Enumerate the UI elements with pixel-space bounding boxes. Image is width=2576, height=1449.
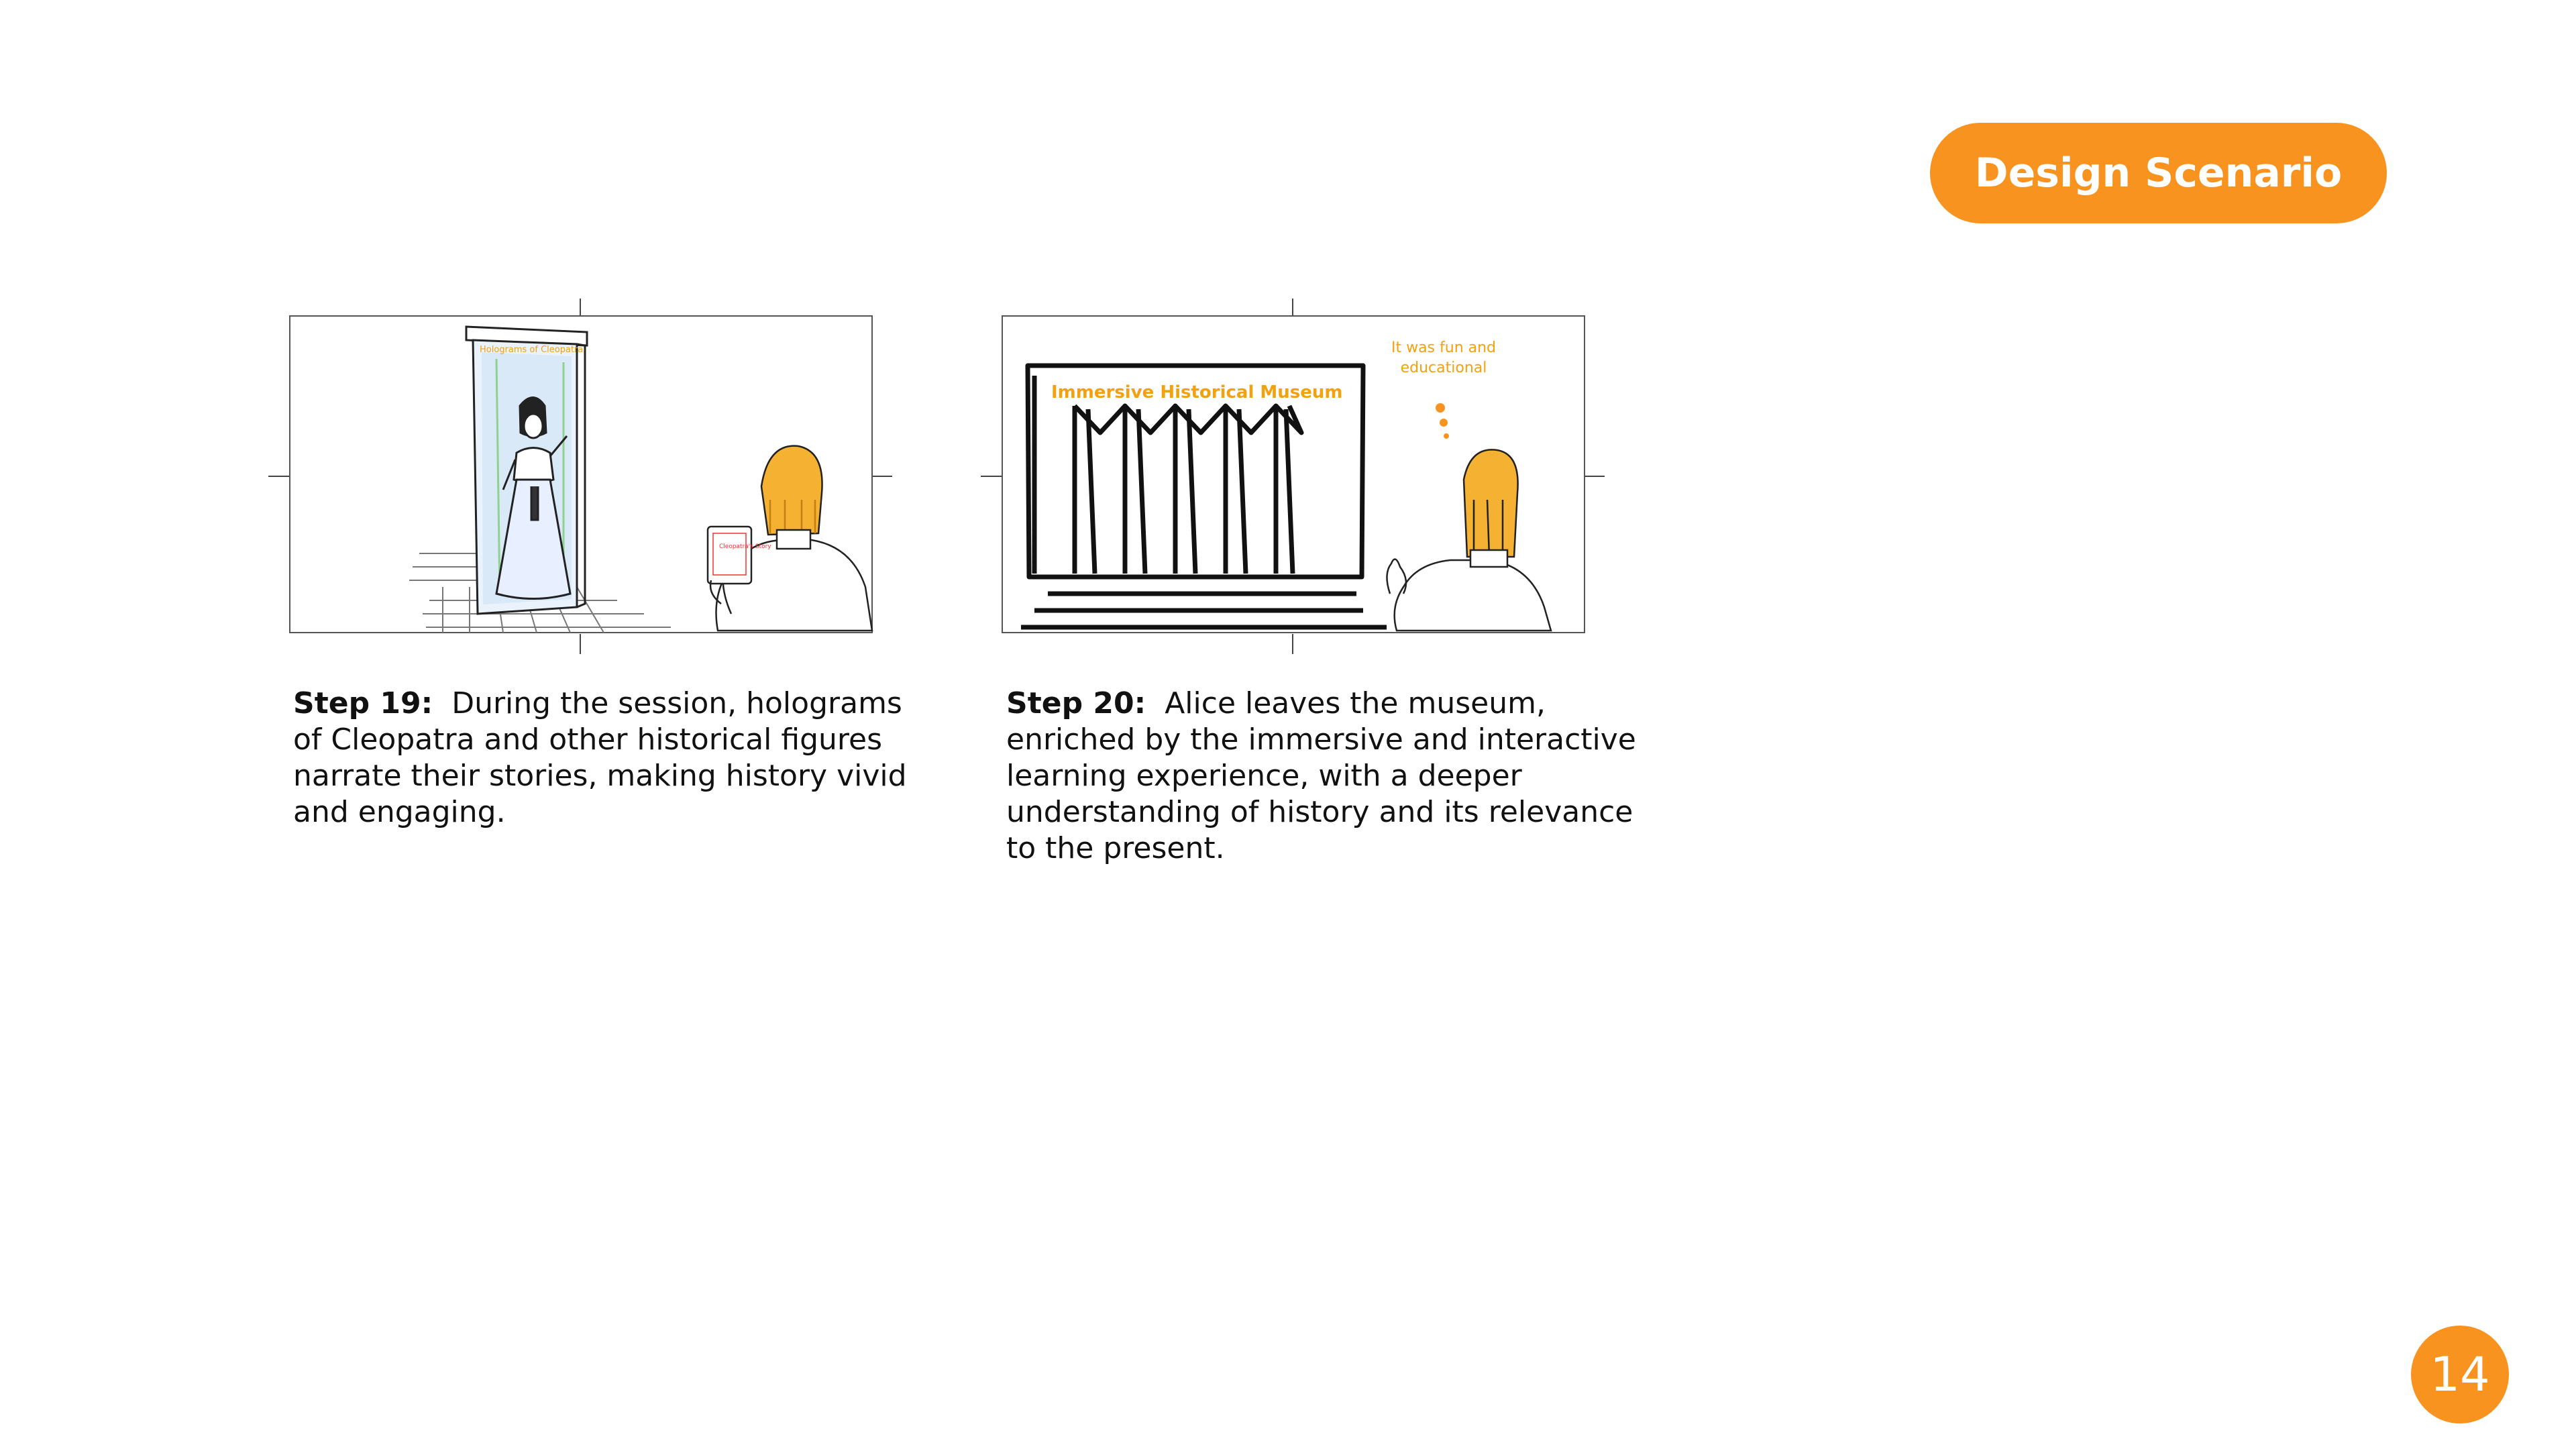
thought-bubble-line-2: educational xyxy=(1400,360,1487,376)
hologram-scene-illustration xyxy=(268,299,892,654)
step-20-text: Alice leaves the museum, enriched by the immersive and interactive learning experience, with a deeper understanding of history and its relevance to the present. xyxy=(1006,686,1636,865)
storyboard-panel-step-19 xyxy=(268,299,892,654)
step-19-text: During the session, holograms of Cleopatra and other historical figures narrate their stories, making history vivid and engaging. xyxy=(293,686,907,829)
page-number: 14 xyxy=(2411,1326,2509,1424)
storyboard-panel-step-20 xyxy=(981,299,1605,654)
tablet-label: Cleopatra's Story xyxy=(719,543,771,550)
section-badge: Design Scenario xyxy=(1930,123,2387,223)
step-19-caption xyxy=(293,686,937,830)
step-19-label: Step 19: xyxy=(293,686,433,720)
museum-exit-illustration xyxy=(981,299,1605,654)
museum-sign: Immersive Historical Museum xyxy=(1051,382,1343,402)
step-20-label: Step 20: xyxy=(1006,686,1146,720)
hologram-label: Holograms of Cleopatra xyxy=(480,345,584,355)
thought-bubble-line-1: It was fun and xyxy=(1391,339,1497,356)
step-20-caption xyxy=(1006,686,1650,867)
